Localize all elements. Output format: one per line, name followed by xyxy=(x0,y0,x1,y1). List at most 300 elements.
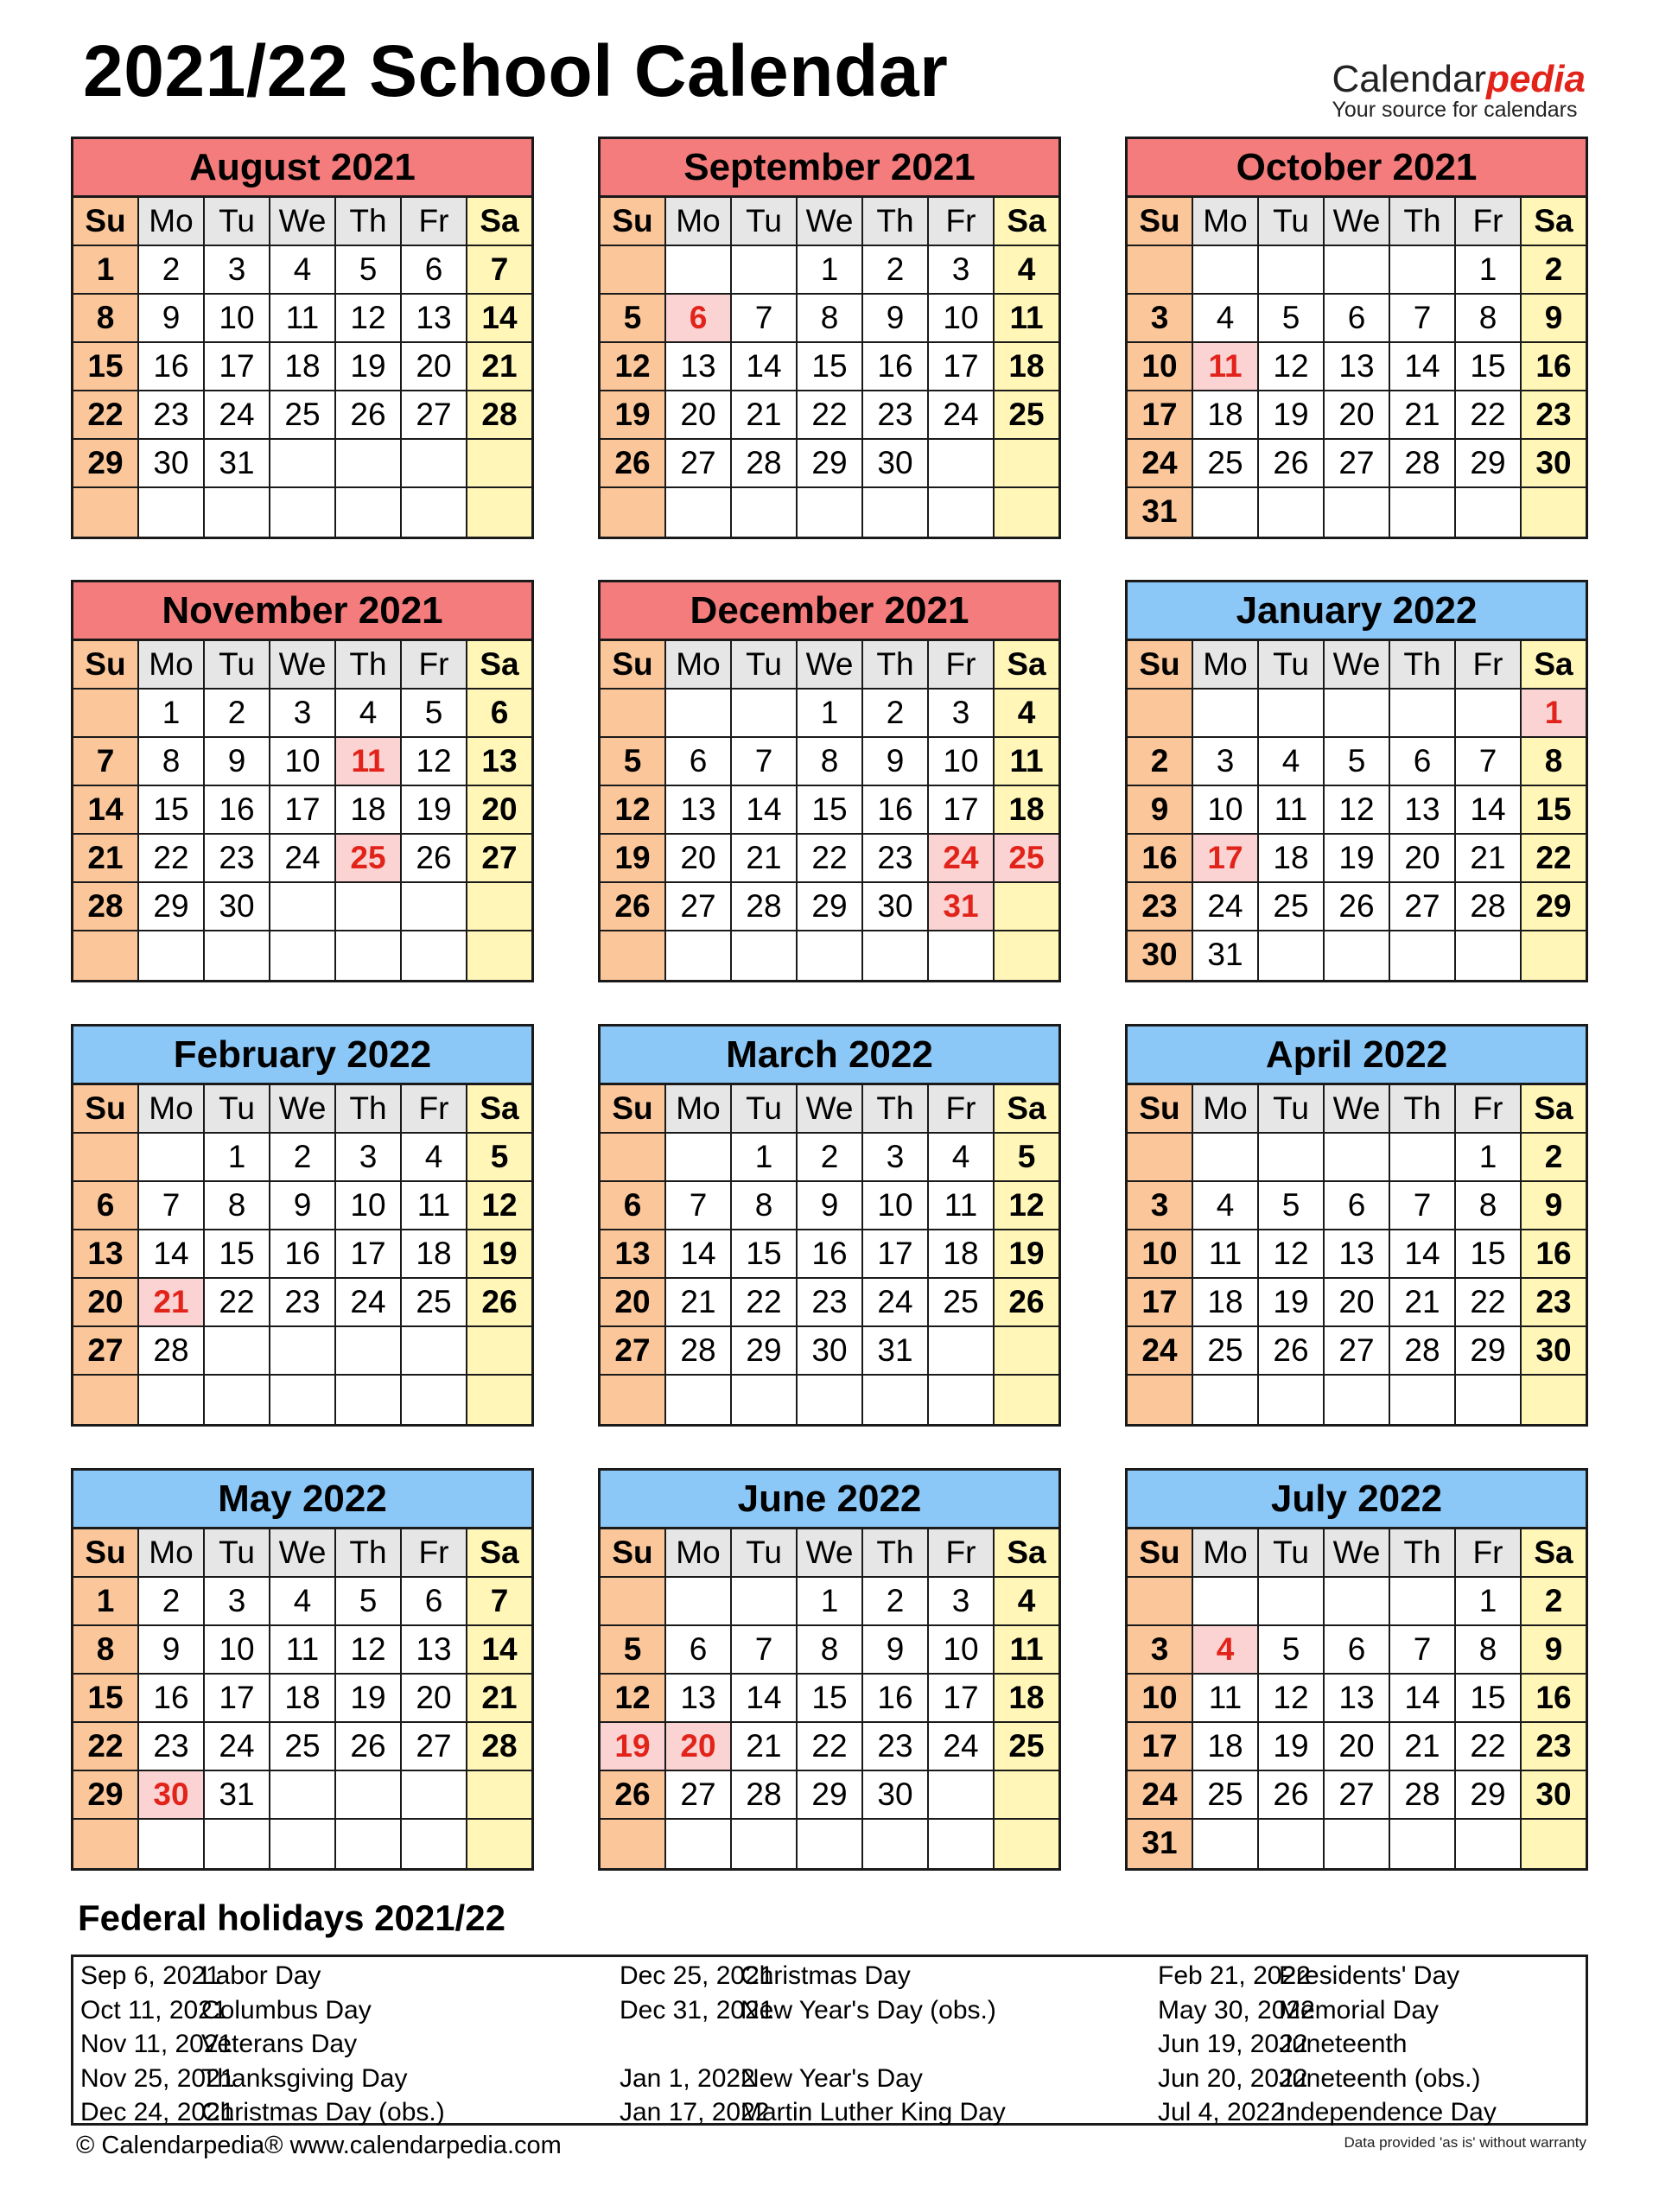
day-cell: 3 xyxy=(205,246,270,293)
day-cell: 29 xyxy=(1522,883,1586,930)
week-row xyxy=(1128,1578,1586,1626)
weekday-label: Th xyxy=(1390,641,1456,688)
brand-logo[interactable] xyxy=(1332,60,1586,123)
week-row xyxy=(1128,1230,1586,1279)
week-row xyxy=(1128,1134,1586,1182)
day-cell: 20 xyxy=(73,1279,139,1325)
holiday-date: Nov 11, 2021 xyxy=(80,2030,233,2058)
holiday-name: Presidents' Day xyxy=(1279,1961,1460,1990)
weekday-label: Tu xyxy=(1259,198,1325,245)
weekday-label: Fr xyxy=(402,641,467,688)
week-row xyxy=(1128,343,1586,391)
day-cell: 28 xyxy=(732,883,798,930)
day-cell: 23 xyxy=(863,835,929,881)
day-cell: 29 xyxy=(1456,1327,1522,1374)
empty-day-cell xyxy=(929,488,995,537)
day-cell: 14 xyxy=(73,786,139,833)
day-cell: 9 xyxy=(1522,1182,1586,1229)
month-title: September 2021 xyxy=(601,139,1058,198)
day-cell: 8 xyxy=(73,1626,139,1673)
day-cell: 21 xyxy=(732,835,798,881)
weekday-label: We xyxy=(270,1085,336,1132)
day-cell: 27 xyxy=(601,1327,666,1374)
weekday-label: Mo xyxy=(666,1085,732,1132)
week-row xyxy=(73,1279,531,1327)
day-cell: 12 xyxy=(1325,786,1390,833)
day-cell: 2 xyxy=(863,246,929,293)
week-row xyxy=(601,1820,1058,1868)
week-row xyxy=(73,1578,531,1626)
day-cell: 8 xyxy=(798,1626,863,1673)
weekday-label: Su xyxy=(1128,198,1193,245)
day-cell: 11 xyxy=(402,1182,467,1229)
day-cell: 11 xyxy=(995,738,1058,785)
empty-day-cell xyxy=(1522,1820,1586,1868)
empty-day-cell xyxy=(1522,931,1586,980)
empty-day-cell xyxy=(929,440,995,486)
day-cell: 15 xyxy=(73,1675,139,1721)
day-cell: 31 xyxy=(1128,488,1193,537)
day-cell: 18 xyxy=(270,343,336,390)
day-cell: 2 xyxy=(205,690,270,736)
empty-day-cell xyxy=(467,440,531,486)
day-cell: 20 xyxy=(666,391,732,438)
day-cell: 18 xyxy=(402,1230,467,1277)
day-cell: 4 xyxy=(929,1134,995,1180)
day-cell: 8 xyxy=(1456,295,1522,341)
empty-day-cell xyxy=(1390,1820,1456,1868)
weekday-label: Su xyxy=(1128,641,1193,688)
weekday-label: Tu xyxy=(205,1085,270,1132)
empty-day-cell xyxy=(270,440,336,486)
week-row xyxy=(601,1182,1058,1230)
day-cell: 27 xyxy=(1325,440,1390,486)
day-cell: 7 xyxy=(1390,295,1456,341)
day-cell: 10 xyxy=(1193,786,1259,833)
day-cell: 4 xyxy=(1193,295,1259,341)
day-cell: 26 xyxy=(1259,1771,1325,1818)
weekday-label: Fr xyxy=(1456,1085,1522,1132)
weekday-label: Th xyxy=(336,1085,402,1132)
weekday-label: Sa xyxy=(1522,1085,1586,1132)
day-cell: 15 xyxy=(732,1230,798,1277)
weekday-label: Mo xyxy=(1193,1085,1259,1132)
empty-day-cell xyxy=(336,883,402,930)
day-cell: 27 xyxy=(1325,1327,1390,1374)
day-cell: 19 xyxy=(601,1723,666,1770)
day-cell: 2 xyxy=(1522,1578,1586,1624)
day-cell: 19 xyxy=(1259,391,1325,438)
day-cell: 5 xyxy=(601,738,666,785)
day-cell: 4 xyxy=(1193,1182,1259,1229)
month-block xyxy=(71,137,534,539)
day-cell: 18 xyxy=(1259,835,1325,881)
month-block xyxy=(1125,1468,1588,1871)
weekday-label: Tu xyxy=(205,641,270,688)
day-cell: 12 xyxy=(601,786,666,833)
empty-day-cell xyxy=(732,1820,798,1868)
day-cell: 22 xyxy=(1522,835,1586,881)
empty-day-cell xyxy=(402,883,467,930)
day-cell: 17 xyxy=(270,786,336,833)
day-cell: 26 xyxy=(601,883,666,930)
day-cell: 18 xyxy=(995,343,1058,390)
holiday-name: Labor Day xyxy=(201,1961,321,1990)
week-row xyxy=(73,1771,531,1820)
weekday-header-row xyxy=(1128,1529,1586,1578)
week-row xyxy=(601,1626,1058,1675)
day-cell: 31 xyxy=(1128,1820,1193,1868)
week-row xyxy=(1128,738,1586,786)
weekday-label: Mo xyxy=(139,641,205,688)
day-cell: 2 xyxy=(1522,1134,1586,1180)
weekday-label: We xyxy=(798,641,863,688)
empty-day-cell xyxy=(1259,931,1325,980)
day-cell: 25 xyxy=(270,1723,336,1770)
month-block xyxy=(1125,580,1588,982)
day-cell: 27 xyxy=(666,1771,732,1818)
day-cell: 3 xyxy=(270,690,336,736)
day-cell: 24 xyxy=(929,391,995,438)
day-cell: 20 xyxy=(1390,835,1456,881)
week-row xyxy=(601,690,1058,738)
holiday-date: Dec 24, 2021 xyxy=(80,2098,235,2126)
day-cell: 24 xyxy=(205,1723,270,1770)
weekday-label: Fr xyxy=(402,198,467,245)
day-cell: 12 xyxy=(336,1626,402,1673)
empty-day-cell xyxy=(995,883,1058,930)
day-cell: 11 xyxy=(270,295,336,341)
empty-day-cell xyxy=(205,931,270,980)
day-cell: 19 xyxy=(601,391,666,438)
day-cell: 19 xyxy=(336,1675,402,1721)
day-cell: 7 xyxy=(73,738,139,785)
day-cell: 13 xyxy=(1325,343,1390,390)
day-cell: 27 xyxy=(666,883,732,930)
empty-day-cell xyxy=(205,488,270,537)
month-block xyxy=(71,1468,534,1871)
day-cell: 1 xyxy=(798,1578,863,1624)
day-cell: 28 xyxy=(73,883,139,930)
day-cell: 29 xyxy=(732,1327,798,1374)
day-cell: 7 xyxy=(732,295,798,341)
day-cell: 15 xyxy=(798,343,863,390)
empty-day-cell xyxy=(1456,931,1522,980)
weekday-label: Tu xyxy=(1259,1529,1325,1576)
holiday-date: Dec 25, 2021 xyxy=(620,1961,774,1990)
holiday-name: Juneteenth xyxy=(1279,2030,1408,2058)
weekday-header-row xyxy=(73,198,531,246)
day-cell: 14 xyxy=(139,1230,205,1277)
week-row xyxy=(601,1134,1058,1182)
week-row xyxy=(601,738,1058,786)
empty-day-cell xyxy=(336,1376,402,1424)
empty-day-cell xyxy=(798,488,863,537)
empty-day-cell xyxy=(1390,690,1456,736)
day-cell: 11 xyxy=(929,1182,995,1229)
day-cell: 24 xyxy=(1193,883,1259,930)
empty-day-cell xyxy=(73,1820,139,1868)
empty-day-cell xyxy=(402,1376,467,1424)
weekday-label: We xyxy=(1325,198,1390,245)
month-title: July 2022 xyxy=(1128,1471,1586,1529)
day-cell: 14 xyxy=(1456,786,1522,833)
day-cell: 6 xyxy=(467,690,531,736)
day-cell: 9 xyxy=(863,738,929,785)
day-cell: 24 xyxy=(270,835,336,881)
day-cell: 11 xyxy=(1193,1675,1259,1721)
day-cell: 3 xyxy=(929,1578,995,1624)
day-cell: 2 xyxy=(1128,738,1193,785)
day-cell: 10 xyxy=(205,1626,270,1673)
month-title: November 2021 xyxy=(73,582,531,641)
weekday-label: Mo xyxy=(1193,1529,1259,1576)
weekday-label: Su xyxy=(601,641,666,688)
day-cell: 21 xyxy=(732,1723,798,1770)
empty-day-cell xyxy=(467,883,531,930)
day-cell: 26 xyxy=(995,1279,1058,1325)
day-cell: 27 xyxy=(402,1723,467,1770)
weekday-label: Fr xyxy=(402,1085,467,1132)
empty-day-cell xyxy=(205,1820,270,1868)
weekday-label: Fr xyxy=(1456,1529,1522,1576)
day-cell: 13 xyxy=(467,738,531,785)
day-cell: 9 xyxy=(1522,1626,1586,1673)
weekday-label: We xyxy=(798,1529,863,1576)
empty-day-cell xyxy=(666,931,732,980)
empty-day-cell xyxy=(402,1820,467,1868)
day-cell: 16 xyxy=(1522,1675,1586,1721)
weekday-label: Th xyxy=(336,198,402,245)
day-cell: 23 xyxy=(139,1723,205,1770)
empty-day-cell xyxy=(995,1771,1058,1818)
empty-day-cell xyxy=(601,1134,666,1180)
day-cell: 1 xyxy=(205,1134,270,1180)
week-row xyxy=(1128,883,1586,931)
federal-holidays-table xyxy=(71,1955,1588,2126)
week-row xyxy=(1128,1182,1586,1230)
empty-day-cell xyxy=(402,931,467,980)
day-cell: 22 xyxy=(798,391,863,438)
day-cell: 9 xyxy=(1522,295,1586,341)
day-cell: 31 xyxy=(205,1771,270,1818)
week-row xyxy=(1128,1376,1586,1424)
weekday-label: Mo xyxy=(1193,641,1259,688)
day-cell: 3 xyxy=(336,1134,402,1180)
day-cell: 5 xyxy=(601,1626,666,1673)
day-cell: 12 xyxy=(1259,343,1325,390)
empty-day-cell xyxy=(732,246,798,293)
week-row xyxy=(73,883,531,931)
day-cell: 24 xyxy=(205,391,270,438)
day-cell: 15 xyxy=(139,786,205,833)
empty-day-cell xyxy=(1259,1376,1325,1424)
day-cell: 17 xyxy=(929,786,995,833)
week-row xyxy=(601,1675,1058,1723)
week-row xyxy=(601,343,1058,391)
day-cell: 1 xyxy=(73,246,139,293)
empty-day-cell xyxy=(139,488,205,537)
day-cell: 8 xyxy=(205,1182,270,1229)
day-cell: 18 xyxy=(270,1675,336,1721)
day-cell: 9 xyxy=(139,295,205,341)
day-cell: 9 xyxy=(863,1626,929,1673)
day-cell: 7 xyxy=(467,246,531,293)
empty-day-cell xyxy=(467,1820,531,1868)
empty-day-cell xyxy=(1193,1134,1259,1180)
day-cell: 30 xyxy=(205,883,270,930)
empty-day-cell xyxy=(270,1327,336,1374)
day-cell: 30 xyxy=(139,440,205,486)
weekday-header-row xyxy=(1128,198,1586,246)
week-row xyxy=(601,391,1058,440)
empty-day-cell xyxy=(1390,1376,1456,1424)
day-cell: 8 xyxy=(139,738,205,785)
day-cell: 16 xyxy=(139,343,205,390)
day-cell: 12 xyxy=(995,1182,1058,1229)
weekday-label: Tu xyxy=(732,1085,798,1132)
day-cell: 29 xyxy=(798,440,863,486)
week-row xyxy=(73,488,531,537)
weekday-label: Sa xyxy=(995,641,1058,688)
day-cell: 1 xyxy=(73,1578,139,1624)
day-cell: 26 xyxy=(1259,1327,1325,1374)
weekday-label: Mo xyxy=(139,1529,205,1576)
week-row xyxy=(601,246,1058,295)
day-cell: 20 xyxy=(467,786,531,833)
brand-name xyxy=(1332,60,1586,99)
day-cell: 26 xyxy=(336,1723,402,1770)
empty-day-cell xyxy=(995,1820,1058,1868)
empty-day-cell xyxy=(929,1376,995,1424)
empty-day-cell xyxy=(1128,246,1193,293)
holiday-name: Christmas Day (obs.) xyxy=(201,2098,445,2126)
empty-day-cell xyxy=(601,931,666,980)
holiday-name: Veterans Day xyxy=(201,2030,358,2058)
day-cell: 29 xyxy=(73,1771,139,1818)
empty-day-cell xyxy=(732,1578,798,1624)
day-cell: 22 xyxy=(205,1279,270,1325)
day-cell: 7 xyxy=(467,1578,531,1624)
federal-holidays-title: Federal holidays 2021/22 xyxy=(78,1897,505,1938)
day-cell: 20 xyxy=(1325,1723,1390,1770)
day-cell: 26 xyxy=(1325,883,1390,930)
day-cell: 2 xyxy=(270,1134,336,1180)
day-cell: 13 xyxy=(666,343,732,390)
week-row xyxy=(601,295,1058,343)
day-cell: 24 xyxy=(929,1723,995,1770)
day-cell: 16 xyxy=(270,1230,336,1277)
day-cell: 8 xyxy=(1522,738,1586,785)
weekday-header-row xyxy=(601,198,1058,246)
empty-day-cell xyxy=(73,931,139,980)
day-cell: 14 xyxy=(732,343,798,390)
empty-day-cell xyxy=(1456,690,1522,736)
day-cell: 12 xyxy=(336,295,402,341)
week-row xyxy=(601,488,1058,537)
day-cell: 16 xyxy=(1128,835,1193,881)
day-cell: 18 xyxy=(995,786,1058,833)
day-cell: 4 xyxy=(1259,738,1325,785)
day-cell: 21 xyxy=(467,343,531,390)
empty-day-cell xyxy=(1259,488,1325,537)
month-title: January 2022 xyxy=(1128,582,1586,641)
day-cell: 22 xyxy=(73,391,139,438)
day-cell: 28 xyxy=(467,391,531,438)
day-cell: 16 xyxy=(863,343,929,390)
day-cell: 17 xyxy=(205,343,270,390)
week-row xyxy=(1128,835,1586,883)
day-cell: 17 xyxy=(1128,391,1193,438)
page-title: 2021/22 School Calendar xyxy=(83,30,949,111)
day-cell: 7 xyxy=(732,738,798,785)
day-cell: 7 xyxy=(1390,1626,1456,1673)
day-cell: 6 xyxy=(601,1182,666,1229)
day-cell: 6 xyxy=(1325,295,1390,341)
weekday-header-row xyxy=(73,1085,531,1134)
weekday-label: Mo xyxy=(139,198,205,245)
day-cell: 23 xyxy=(1128,883,1193,930)
day-cell: 25 xyxy=(1193,1327,1259,1374)
month-block xyxy=(71,1024,534,1427)
day-cell: 19 xyxy=(601,835,666,881)
day-cell: 4 xyxy=(995,690,1058,736)
weekday-label: Th xyxy=(1390,1085,1456,1132)
day-cell: 11 xyxy=(1193,343,1259,390)
day-cell: 1 xyxy=(732,1134,798,1180)
brand-name-accent: pedia xyxy=(1486,58,1586,100)
day-cell: 31 xyxy=(863,1327,929,1374)
empty-day-cell xyxy=(929,1820,995,1868)
empty-day-cell xyxy=(1390,931,1456,980)
empty-day-cell xyxy=(798,1376,863,1424)
day-cell: 28 xyxy=(1456,883,1522,930)
week-row xyxy=(601,883,1058,931)
day-cell: 22 xyxy=(73,1723,139,1770)
day-cell: 10 xyxy=(929,738,995,785)
week-row xyxy=(1128,488,1586,537)
empty-day-cell xyxy=(1456,1820,1522,1868)
empty-day-cell xyxy=(601,1820,666,1868)
weekday-header-row xyxy=(73,1529,531,1578)
weekday-label: Tu xyxy=(732,641,798,688)
holiday-name: Thanksgiving Day xyxy=(201,2063,408,2093)
day-cell: 25 xyxy=(995,391,1058,438)
day-cell: 4 xyxy=(270,1578,336,1624)
day-cell: 21 xyxy=(666,1279,732,1325)
day-cell: 15 xyxy=(73,343,139,390)
day-cell: 7 xyxy=(732,1626,798,1673)
empty-day-cell xyxy=(270,1820,336,1868)
day-cell: 22 xyxy=(139,835,205,881)
day-cell: 28 xyxy=(732,440,798,486)
day-cell: 3 xyxy=(863,1134,929,1180)
day-cell: 16 xyxy=(1522,1230,1586,1277)
day-cell: 28 xyxy=(467,1723,531,1770)
day-cell: 26 xyxy=(1259,440,1325,486)
week-row xyxy=(1128,440,1586,488)
weekday-label: Su xyxy=(73,1529,139,1576)
day-cell: 14 xyxy=(1390,1675,1456,1721)
empty-day-cell xyxy=(995,1376,1058,1424)
month-title: June 2022 xyxy=(601,1471,1058,1529)
weekday-label: Sa xyxy=(467,1529,531,1576)
day-cell: 22 xyxy=(1456,1279,1522,1325)
holiday-date: May 30, 2022 xyxy=(1158,1995,1315,2024)
empty-day-cell xyxy=(863,1376,929,1424)
day-cell: 30 xyxy=(1128,931,1193,980)
holiday-name: New Year's Day xyxy=(741,2063,923,2093)
